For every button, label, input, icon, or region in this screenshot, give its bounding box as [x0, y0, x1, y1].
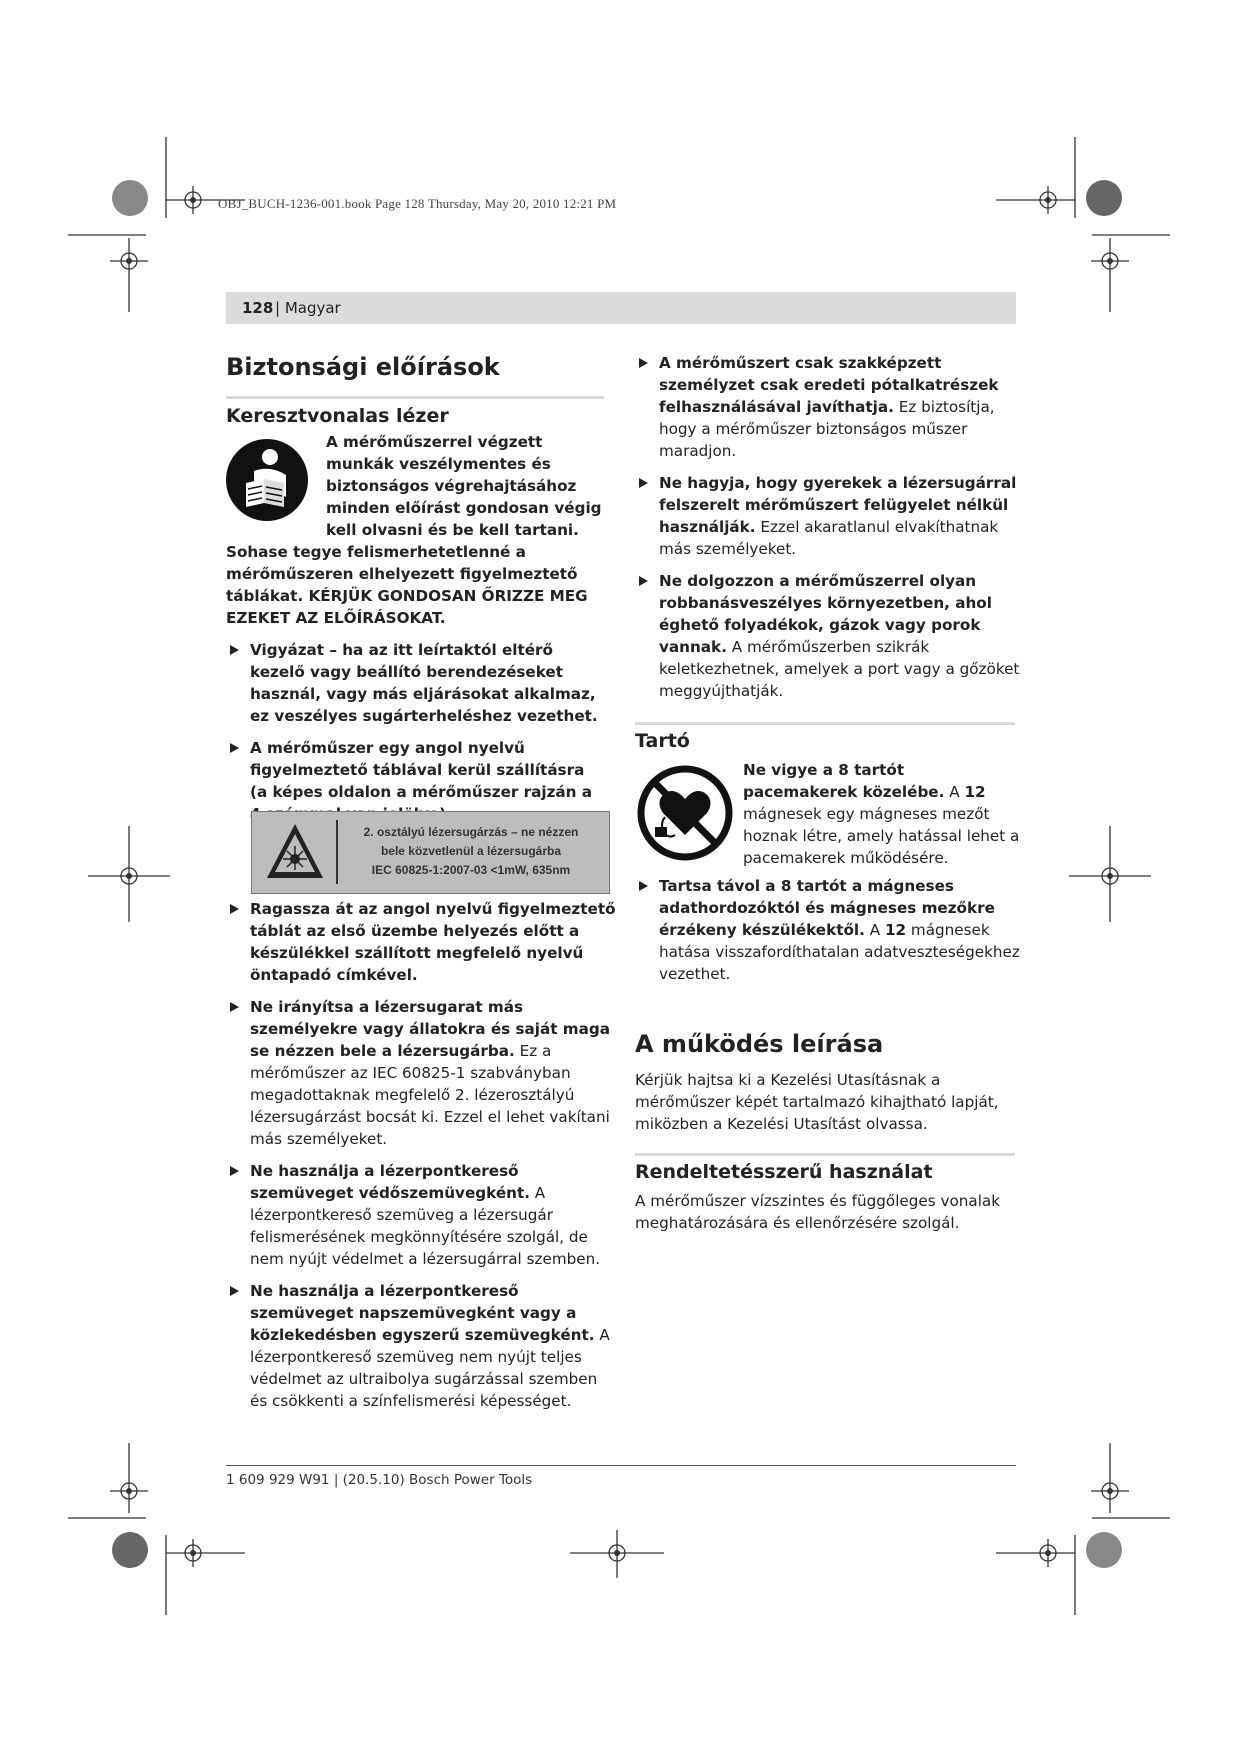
bullet-bold-text: A mérőműszert csak szakképzett személyzet csak eredeti pótalkatrészek felhasználásával javíthatja.	[659, 354, 999, 416]
section-rule	[635, 1153, 1015, 1156]
safety-list-left	[226, 639, 604, 825]
left-column-continued	[226, 898, 616, 1422]
right-column	[635, 352, 1020, 1234]
label-line: 2. osztályú lézersugárzás – ne nézzen	[363, 825, 579, 839]
bullet-text: Ragassza át az angol nyelvű figyelmeztető táblát az első üzembe helyezés előtt a készülékkel szállított megfelelő nyelvű öntapadó címkével.	[250, 900, 616, 984]
footer-rule	[226, 1465, 1016, 1466]
read-manual-icon	[224, 437, 318, 533]
triangle-bullet-icon	[639, 576, 648, 586]
triangle-bullet-icon	[230, 1002, 239, 1012]
operation-title: A működés leírása	[635, 1030, 884, 1058]
intro-block	[226, 431, 604, 629]
list-item	[226, 639, 604, 727]
bullet-text: mágnesek hatása visszafordíthatalan adatveszteségekhez vezethet.	[659, 921, 1020, 983]
holder-text-a: A	[949, 783, 960, 801]
bullet-bold-text: Ne használja a lézerpontkereső szemüveget napszemüvegként vagy a közlekedésben egyszerű szemüvegként.	[250, 1282, 595, 1344]
list-item	[226, 1280, 616, 1412]
section-heading-intended-use: Rendeltetésszerű használat	[635, 1161, 933, 1183]
no-pacemaker-icon	[635, 763, 743, 863]
bullet-bold-text: Ne hagyja, hogy gyerekek a lézersugárral felszerelt mérőműszert felügyelet nélkül használják.	[659, 474, 1017, 536]
magnet-number: 12	[964, 783, 986, 801]
intro-text: A mérőműszerrel végzett munkák veszélymentes és biztonságos végrehajtásához minden előírást gondosan végig kell olvasni és be kell tartani. Sohase tegye felismerhetetlenné a mérőműszeren elhelyezett figyelmeztető táblákat. KÉRJÜK GONDOSAN ŐRIZZE MEG EZEKET AZ ELŐÍRÁSOKAT.	[226, 433, 602, 627]
section-heading-holder: Tartó	[635, 730, 690, 752]
bullet-bold-text: Ne dolgozzon a mérőműszerrel olyan robbanásveszélyes környezetben, ahol éghető folyadékok, gázok vagy porok vannak.	[659, 572, 992, 656]
triangle-bullet-icon	[639, 881, 648, 891]
triangle-bullet-icon	[230, 1166, 239, 1176]
triangle-bullet-icon	[639, 478, 648, 488]
label-line: bele közvetlenül a lézersugárba	[380, 844, 562, 858]
list-item	[635, 472, 1020, 560]
operation-text: Kérjük hajtsa ki a Kezelési Utasításnak a mérőműszer képét tartalmazó kihajtható lapját, miközben a Kezelési Utasítást olvassa.	[635, 1071, 999, 1133]
list-item	[226, 1160, 616, 1270]
label-line: IEC 60825-1:2007-03 <1mW, 635nm	[371, 863, 571, 877]
holder-text-rest: mágnesek egy mágneses mezőt hoznak létre, amely hatással lehet a pacemakerek működésére.	[743, 805, 1020, 867]
bullet-bold-text: Tartsa távol a 8 tartót a mágneses adathordozóktól és mágneses mezőkre érzékeny készülékektől.	[659, 877, 995, 939]
bullet-text: A lézerpontkereső szemüveg nem nyújt teljes védelmet az ultraibolya sugárzással szemben és csökkenti a színfelismerési képességet.	[250, 1326, 610, 1410]
triangle-bullet-icon	[230, 904, 239, 914]
list-item	[635, 352, 1020, 462]
list-item	[226, 898, 616, 986]
bullet-bold-text: Ne használja a lézerpontkereső szemüveget védőszemüvegként.	[250, 1162, 530, 1202]
list-item	[226, 996, 616, 1150]
bullet-text-a: A	[869, 921, 881, 939]
holder-block	[635, 759, 1020, 869]
intended-use-text: A mérőműszer vízszintes és függőleges vonalak meghatározására és ellenőrzésére szolgál.	[635, 1192, 1001, 1232]
left-column	[226, 352, 604, 835]
bullet-text: A mérőműszerben szikrák keletkezhetnek, amelyek a port vagy a gőzöket meggyújthatják.	[659, 638, 1020, 700]
laser-warning-icon	[264, 820, 326, 884]
section-rule	[226, 396, 604, 399]
holder-bold-text: Ne vigye a 8 tartót pacemakerek közelébe.	[743, 761, 945, 801]
triangle-bullet-icon	[230, 645, 239, 655]
section-rule	[635, 722, 1015, 725]
bullet-text: A mérőműszer egy angol nyelvű figyelmeztető táblával kerül szállításra (a képes oldalon a mérőműszer rajzán a	[250, 739, 593, 801]
page-header-band	[226, 292, 1016, 324]
magnet-number: 12	[884, 921, 907, 939]
list-item	[635, 875, 1020, 985]
bullet-text: Ezzel akaratlanul elvakíthatnak más személyeket.	[659, 518, 999, 558]
bullet-text: Ez a mérőműszer az IEC 60825-1 szabványban megadottaknak megfelelő 2. lézerosztályú lézersugárzást bocsát ki. Ezzel el lehet vakítani más személyeket.	[250, 1042, 610, 1148]
triangle-bullet-icon	[639, 358, 648, 368]
laser-warning-label	[251, 811, 610, 894]
section-heading-laser: Keresztvonalas lézer	[226, 405, 449, 427]
safety-title: Biztonsági előírások	[226, 353, 500, 381]
page-language: | Magyar	[275, 299, 341, 317]
bullet-text: Ez biztosítja, hogy a mérőműszer biztonságos műszer maradjon.	[659, 398, 995, 460]
label-text-box	[336, 820, 604, 884]
triangle-bullet-icon	[230, 743, 239, 753]
page-number: 128	[242, 299, 274, 317]
triangle-bullet-icon	[230, 1286, 239, 1296]
bullet-text: A lézerpontkereső szemüveg a lézersugár felismerésének megkönnyítésére szolgál, de nem nyújt védelmet a lézersugárral szemben.	[250, 1184, 601, 1268]
list-item	[635, 570, 1020, 702]
print-header: OBJ_BUCH-1236-001.book Page 128 Thursday, May 20, 2010 12:21 PM	[218, 196, 617, 211]
page-footer: 1 609 929 W91 | (20.5.10) Bosch Power Tools	[226, 1472, 533, 1488]
bullet-text: Vigyázat – ha az itt leírtaktól eltérő kezelő vagy beállító berendezéseket használ, vagy más eljárásokat alkalmaz, ez veszélyes sugárterheléshez vezethet.	[250, 641, 598, 725]
bullet-bold-text: Ne irányítsa a lézersugarat más személyekre vagy állatokra és saját maga se nézzen bele a lézersugárba.	[250, 998, 610, 1060]
